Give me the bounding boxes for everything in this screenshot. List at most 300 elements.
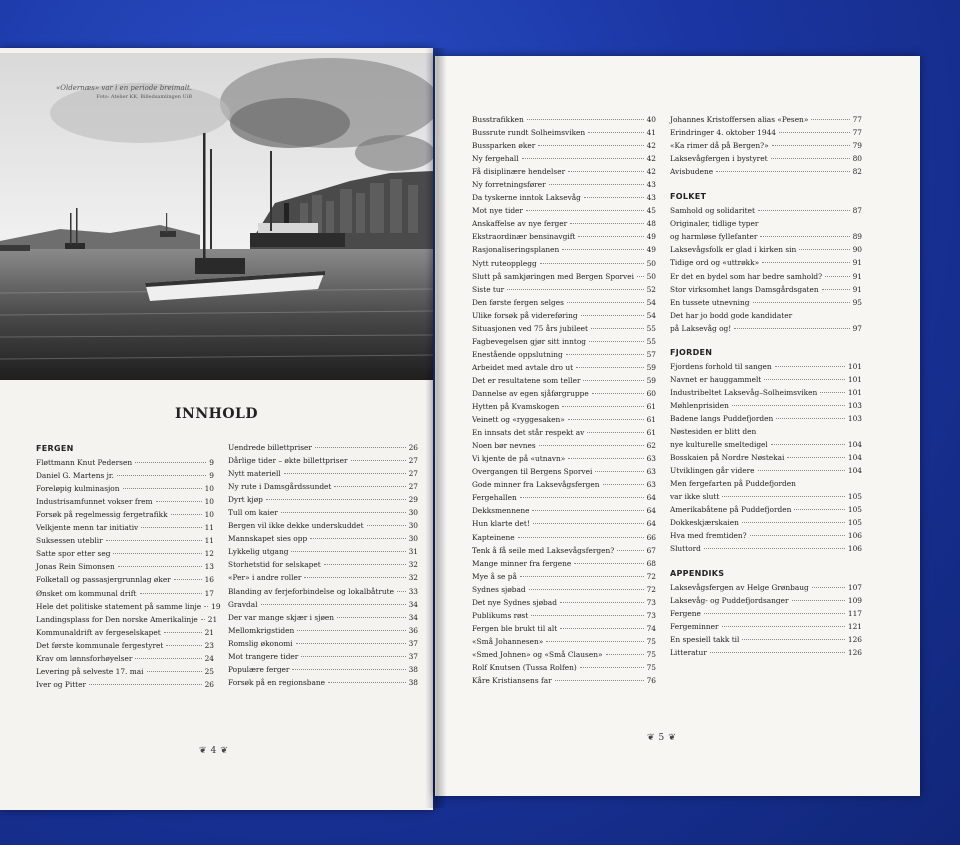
toc-entry-title: En innsats det står respekt av [472,428,585,438]
toc-entry-page: 106 [847,544,862,554]
page-number-left [199,746,228,756]
toc-entry-title: Arbeidet med avtale dro ut [472,362,574,372]
toc-entry-page: 68 [646,558,656,568]
toc-entry-title: Avisbudene [670,167,714,177]
toc-dot-leader [570,223,643,224]
toc-entry-page: 21 [207,614,218,624]
toc-entry-title: Veinett og «ryggesaken» [472,415,565,425]
toc-entry [472,309,656,322]
toc-entry-page: 30 [408,534,418,544]
toc-entry-page: 91 [852,258,862,268]
photo-caption-text: «Oldernæs» var i en periode breimalt. [55,84,192,92]
toc-entry-title: Blanding av ferjeforbindelse og lokalbåtrute [228,586,395,596]
toc-entry [228,663,418,676]
toc-entry [670,360,862,373]
toc-entry-title: Rolf Knutsen (Tussa Rolfen) [472,662,577,672]
toc-dot-leader [742,522,845,523]
toc-entry [670,646,862,659]
toc-dot-leader [117,475,206,476]
toc-entry-title: Levering på selveste 17. mai [36,666,144,676]
toc-entry [228,676,418,689]
toc-entry-title: Kommunaldrift av fergeselskapet [36,627,161,637]
toc-dot-leader [171,514,202,515]
toc-entry-page: 117 [847,608,862,618]
toc-entry-title: En tussete utnevning [670,297,750,307]
toc-dot-leader [555,680,644,681]
toc-entry [36,547,214,560]
toc-entry-page: 97 [852,323,862,333]
toc-entry-title: Storhetstid for selskapet [228,560,321,570]
toc-entry [36,469,214,482]
toc-entry-title: Gode minner fra Laksevågsfergen [472,480,600,490]
toc-entry-page: 60 [646,388,656,398]
toc-entry-title: Erindringer 4. oktober 1944 [670,128,776,138]
toc-entry-title: Nytt ruteopplegg [472,258,537,268]
toc-entry [472,674,656,687]
toc-entry [670,620,862,633]
toc-entry-title: Der var mange skjær i sjøen [228,612,335,622]
toc-entry-title: Vi kjente de på «utnavn» [472,454,566,464]
toc-dot-leader [771,158,850,159]
toc-entry-title: Tidige ord og «uttrøkk» [670,258,760,268]
toc-entry-page: 36 [408,625,418,635]
toc-dot-leader [825,276,849,277]
toc-entry [472,439,656,452]
toc-dot-leader [606,654,644,655]
toc-dot-leader [529,589,644,590]
toc-dot-leader [574,563,643,564]
toc-dot-leader [533,523,644,524]
toc-dot-leader [704,548,845,549]
toc-entry-page: 42 [646,141,656,151]
toc-entry [472,452,656,465]
toc-entry-title: Romslig økonomi [228,638,293,648]
toc-entry [36,678,214,691]
toc-entry-title: Da tyskerne inntok Laksevåg [472,193,581,203]
toc-entry [472,400,656,413]
toc-entry-page: 59 [646,362,656,372]
toc-entry-page: 37 [408,638,418,648]
toc-entry-title: Rasjonaliseringsplanen [472,245,560,255]
toc-entry [36,495,214,508]
toc-entry [472,270,656,283]
toc-dot-leader [562,249,643,250]
toc-entry [228,519,418,532]
toc-entry-title: Dokkeskjærskaien [670,518,739,528]
toc-entry-page: 10 [204,484,214,494]
toc-entry [670,477,862,490]
toc-entry-page: 61 [646,428,656,438]
toc-entry [670,503,862,516]
toc-dot-leader [710,652,845,653]
toc-dot-leader [520,576,644,577]
toc-entry-title: Hele det politiske statement på samme linje [36,601,202,611]
toc-dot-leader [522,158,644,159]
toc-entry-title: «Ka rimer då på Bergen?» [670,141,769,151]
toc-dot-leader [113,553,201,554]
toc-entry-page: 29 [408,495,418,505]
toc-entry-title: Dårlige tider – økte billettpriser [228,456,348,466]
toc-entry [472,191,656,204]
toc-entry [472,635,656,648]
toc-entry-title: En spesiell takk til [670,634,740,644]
toc-entry-page: 72 [646,584,656,594]
toc-entry-page: 59 [646,375,656,385]
toc-entry-page: 45 [646,206,656,216]
toc-entry-title: Folketall og passasjergrunnlag øker [36,575,171,585]
toc-entry-page: 50 [646,258,656,268]
toc-entry-title: Ønsket om kommunal drift [36,588,137,598]
toc-dot-leader [296,643,406,644]
toc-dot-leader [617,550,643,551]
toc-entry-title: Fløttmann Knut Pedersen [36,458,133,468]
toc-entry-page: 34 [408,599,418,609]
toc-dot-leader [135,658,201,659]
toc-entry-page: 106 [847,531,862,541]
toc-entry-title: Forsøk på en regionsbane [228,677,326,687]
toc-entry [228,571,418,584]
toc-dot-leader [771,444,845,445]
page-number-right [647,733,676,743]
toc-entry-title: Tull om kaier [228,508,278,518]
toc-entry [472,531,656,544]
toc-entry-title: Laksevågsfergen av Helge Grønbaug [670,582,809,592]
toc-entry-title: Landingsplass for Den norske Amerikalinje [36,614,198,624]
right-page [435,56,920,796]
toc-entry-title: Uendrede billettpriser [228,443,312,452]
toc-entry-page: 54 [646,310,656,320]
toc-dot-leader [779,132,850,133]
toc-entry [472,609,656,622]
toc-dot-leader [526,210,644,211]
toc-dot-leader [560,602,644,603]
toc-entry-page: 104 [847,466,862,476]
toc-entry-page: 73 [646,610,656,620]
toc-dot-leader [820,392,845,393]
toc-entry [472,465,656,478]
toc-dot-leader [140,593,202,594]
toc-entry [472,413,656,426]
toc-entry-page: 21 [204,627,214,637]
toc-entry [472,257,656,270]
toc-entry [670,386,862,399]
toc-entry [36,573,214,586]
toc-entry-title: Noen bør nevnes [472,441,536,451]
toc-entry-page: 72 [646,571,656,581]
toc-entry [670,464,862,477]
toc-entry [670,399,862,412]
toc-entry [670,425,862,438]
toc-dot-leader [792,600,845,601]
toc-entry [472,243,656,256]
toc-entry-page: 82 [852,167,862,177]
toc-entry-title: Ulike forsøk på videreføring [472,310,578,320]
toc-entry [228,454,418,467]
toc-entry [472,139,656,152]
toc-dot-leader [576,367,644,368]
toc-entry [472,570,656,583]
toc-entry-page: 49 [646,232,656,242]
toc-entry [36,456,214,469]
toc-entry-page: 12 [204,549,214,559]
toc-dot-leader [583,380,643,381]
toc-entry-title: Amerikabåtene på Puddefjorden [670,505,792,515]
toc-entry-page: 17 [204,588,214,598]
toc-entry [36,508,214,521]
toc-entry-page: 23 [204,640,214,650]
toc-entry-title: Det har jo bodd gode kandidater [670,310,793,320]
toc-entry-page: 90 [852,245,862,255]
toc-entry-page: 42 [646,167,656,177]
toc-dot-leader [118,566,202,567]
toc-entry-page: 105 [847,492,862,502]
toc-dot-leader [304,577,405,578]
toc-entry [36,521,214,534]
leaf-ornament-icon: ❦ [668,733,676,743]
toc-entry [228,650,418,663]
toc-entry [228,545,418,558]
toc-dot-leader [704,613,845,614]
toc-dot-leader [324,564,406,565]
toc-entry-title: Busstrafikken [472,115,524,124]
toc-entry [36,534,214,547]
toc-entry-page: 48 [646,219,656,229]
photo-caption [42,83,192,101]
toc-dot-leader [549,184,644,185]
toc-entry [36,560,214,573]
toc-entry-title: Fergeminner [670,621,719,631]
toc-dot-leader [716,171,849,172]
toc-dot-leader [135,462,206,463]
toc-entry-title: Samhold og solidaritet [670,206,755,216]
toc-entry-page: 27 [408,456,418,466]
toc-dot-leader [762,262,849,263]
toc-entry [472,348,656,361]
toc-entry-title: var ikke slutt [670,492,720,502]
toc-entry [670,490,862,503]
toc-entry-title: Ny forretningsfører [472,180,546,190]
toc-entry-title: Laksevågfergen i bystyret [670,154,768,164]
leaf-ornament-icon: ❦ [647,733,655,743]
toc-entry-page: 63 [646,467,656,477]
toc-dot-leader [587,432,643,433]
toc-entry-page: 27 [408,482,418,492]
toc-dot-leader [106,540,202,541]
toc-entry [670,152,862,165]
toc-title: INNHOLD [174,406,259,422]
leaf-ornament-icon: ❦ [220,746,228,756]
toc-entry [36,652,214,665]
toc-dot-leader [812,587,845,588]
toc-entry-title: «Smed Johnen» og «Små Clausen» [472,649,603,659]
toc-entry [670,581,862,594]
toc-entry-page: 104 [847,440,862,450]
toc-entry [36,665,214,678]
toc-entry [472,491,656,504]
toc-entry-title: Overgangen til Bergens Sporvei [472,467,593,477]
toc-dot-leader [367,525,406,526]
toc-entry [472,596,656,609]
toc-entry-page: 95 [852,297,862,307]
toc-entry-title: Populære ferger [228,664,290,674]
toc-entry [472,204,656,217]
toc-entry-title: Gravdal [228,599,258,609]
toc-entry-title: Det første kommunale fergestyret [36,640,164,650]
toc-dot-leader [334,486,405,487]
toc-dot-leader [588,132,643,133]
toc-dot-leader [580,667,644,668]
toc-entry-title: Lykkelig utgang [228,547,289,557]
toc-entry [36,639,214,652]
toc-dot-leader [799,249,849,250]
toc-entry-page: 25 [204,666,214,676]
toc-dot-leader [592,393,644,394]
toc-dot-leader [758,470,845,471]
toc-entry [670,309,862,322]
toc-entry-page: 107 [847,582,862,592]
toc-dot-leader [315,447,406,448]
toc-entry [472,335,656,348]
toc-dot-leader [734,328,849,329]
toc-dot-leader [141,527,201,528]
toc-entry-page: 52 [646,284,656,294]
toc-entry-title: Satte spor etter seg [36,549,111,559]
toc-entry-page: 101 [847,374,862,384]
toc-dot-leader [811,119,849,120]
toc-entry-title: Velkjente menn tar initiativ [36,523,139,533]
toc-entry-title: Sluttord [670,544,701,554]
toc-entry-title: Bergen vil ikke dekke underskuddet [228,521,364,531]
toc-entry-page: 64 [646,506,656,516]
toc-entry-title: Nøstesiden er blitt den [670,427,757,437]
toc-entry-title: Enestående oppslutning [472,349,563,359]
toc-dot-leader [750,535,845,536]
toc-dot-leader [520,497,644,498]
toc-dot-leader [758,210,850,211]
toc-entry-page: 16 [204,575,214,585]
toc-dot-leader [539,445,644,446]
toc-dot-leader [722,496,845,497]
toc-entry-title: Er det en bydel som har bedre samhold? [670,271,823,281]
toc-entry-page: 101 [847,387,862,397]
toc-entry-title: Få disiplinære hendelser [472,167,566,177]
toc-entry-page: 9 [209,471,214,481]
toc-dot-leader [538,145,643,146]
toc-dot-leader [546,641,643,642]
toc-entry [670,529,862,542]
toc-entry [472,544,656,557]
toc-entry-page: 126 [847,647,862,657]
toc-dot-leader [603,484,644,485]
toc-entry-page: 55 [646,323,656,333]
toc-dot-leader [281,512,406,513]
toc-dot-leader [284,473,406,474]
toc-dot-leader [164,632,202,633]
toc-dot-leader [174,579,202,580]
toc-entry-title: Men fergefarten på Puddefjorden [670,479,796,489]
toc-dot-leader [310,538,405,539]
toc-entry-page: 13 [204,562,214,572]
toc-entry-page: 38 [408,664,418,674]
harbor-photo-image [0,53,433,380]
toc-entry-title: Badene langs Puddefjorden [670,413,774,423]
toc-entry-title: Fergene [670,608,701,618]
toc-entry-title: Fagbevegelsen gjør sitt inntog [472,336,586,346]
toc-entry-page: 57 [646,349,656,359]
leaf-ornament-icon: ❦ [199,746,207,756]
toc-entry-page: 33 [408,586,418,596]
toc-entry-title: Mange minner fra fergene [472,558,572,568]
toc-dot-leader [764,379,845,380]
toc-entry [670,165,862,178]
toc-column-left-2 [228,441,418,689]
section-heading-fergen: FERGEN [36,444,74,453]
toc-dot-leader [166,645,201,646]
toc-entry [472,622,656,635]
toc-entry-title: på Laksevåg og! [670,323,732,333]
photo-credit: Foto: Atelier KK, Billedsamlingen UiB [96,93,192,100]
toc-entry-page: 87 [852,206,862,216]
toc-entry-title: Navnet er hauggammelt [670,374,762,384]
toc-entry-title: Bosskaien på Nordre Nøstekai [670,453,785,463]
toc-entry-page: 37 [408,651,418,661]
toc-dot-leader [589,341,644,342]
toc-entry-title: Ekstraordinær bensinavgift [472,232,576,242]
toc-entry-title: Kåre Kristiansens far [472,676,552,686]
toc-entry-page: 63 [646,454,656,464]
toc-entry [472,374,656,387]
toc-dot-leader [540,263,644,264]
toc-entry-page: 42 [646,154,656,164]
toc-entry-title: og harmløse fyllefanter [670,232,758,242]
toc-entry [228,558,418,571]
left-page [0,48,433,810]
toc-entry-page: 27 [408,469,418,479]
toc-entry-page: 62 [646,441,656,451]
toc-entry [472,361,656,374]
toc-entry-title: «Per» i andre roller [228,573,302,583]
toc-dot-leader [532,510,643,511]
toc-entry-page: 40 [646,115,656,124]
toc-entry-page: 31 [408,547,418,557]
toc-entry-page: 64 [646,493,656,503]
toc-entry-page: 30 [408,521,418,531]
toc-entry [36,482,214,495]
toc-entry-page: 43 [646,180,656,190]
toc-dot-leader [328,682,406,683]
toc-entry [36,587,214,600]
toc-entry-page: 67 [646,545,656,555]
toc-entry-page: 79 [852,141,862,151]
toc-entry-title: Foreløpig kulminasjon [36,484,120,494]
toc-dot-leader [637,276,644,277]
toc-column-right-2 [670,113,862,659]
toc-entry [472,648,656,661]
toc-dot-leader [772,145,850,146]
toc-dot-leader [568,458,643,459]
toc-entry-title: Utviklingen går videre [670,466,755,476]
toc-entry-page: 54 [646,297,656,307]
toc-entry-page: 76 [646,676,656,686]
toc-entry-page: 24 [204,653,214,663]
toc-entry [472,322,656,335]
toc-dot-leader [568,171,643,172]
toc-entry-page: 9 [209,458,214,468]
toc-dot-leader [89,684,202,685]
toc-dot-leader [123,488,202,489]
toc-dot-leader [787,457,844,458]
toc-entry-title: Laksevågsfolk er glad i kirken sin [670,245,797,255]
